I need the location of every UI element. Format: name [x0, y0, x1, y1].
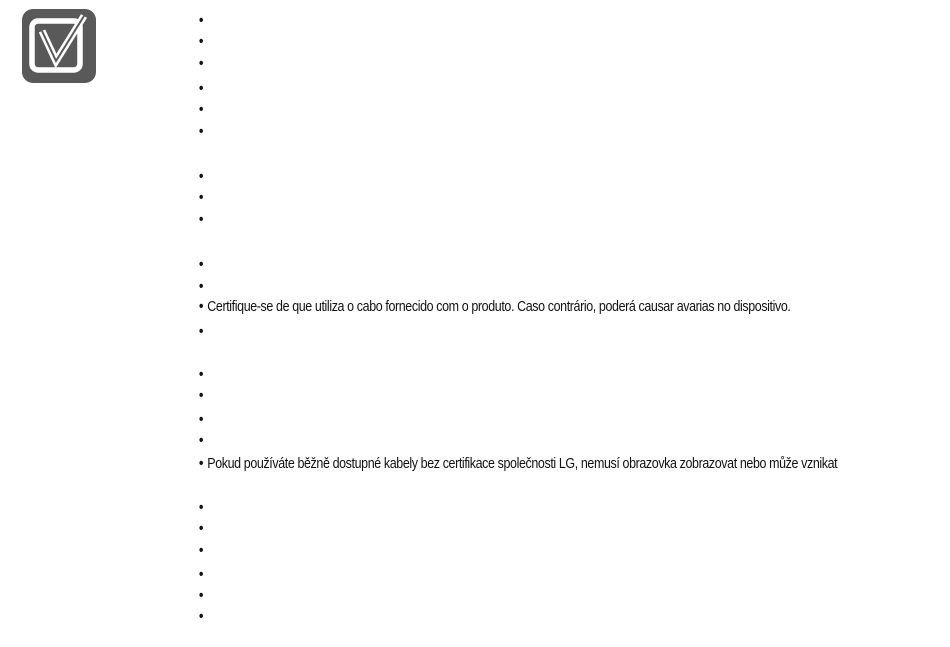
bullet-marker: • — [199, 500, 203, 516]
checkbox-check-icon — [22, 9, 96, 83]
bullet-text: Certifique-se de que utiliza o cabo fornecido com o produto. Caso contrário, poderá causar avarias no dispositivo. — [207, 299, 791, 315]
bullet-marker: • — [199, 124, 203, 140]
bullet-item-empty — [199, 189, 207, 207]
bullet-marker: • — [199, 388, 203, 404]
bullet-item-empty — [199, 55, 207, 73]
bullet-item — [199, 298, 790, 316]
bullet-item-empty — [199, 323, 207, 341]
bullet-item-empty — [199, 432, 207, 450]
bullet-marker: • — [199, 13, 203, 29]
bullet-marker: • — [199, 34, 203, 50]
bullet-item-empty — [199, 278, 207, 296]
bullet-marker: • — [199, 190, 203, 206]
bullet-marker: • — [199, 169, 203, 185]
bullet-item-empty — [199, 411, 207, 429]
bullet-marker: • — [199, 588, 203, 604]
bullet-item-empty — [199, 587, 207, 605]
bullet-item-empty — [199, 387, 207, 405]
bullet-marker: • — [199, 299, 203, 315]
bullet-item-empty — [199, 211, 207, 229]
bullet-item-empty — [199, 542, 207, 560]
bullet-marker: • — [199, 279, 203, 295]
bullet-item-empty — [199, 520, 207, 538]
bullet-item-empty — [199, 101, 207, 119]
bullet-item-empty — [199, 566, 207, 584]
bullet-item — [199, 455, 837, 473]
bullet-marker: • — [199, 567, 203, 583]
bullet-marker: • — [199, 102, 203, 118]
bullet-marker: • — [199, 543, 203, 559]
bullet-item-empty — [199, 33, 207, 51]
bullet-marker: • — [199, 521, 203, 537]
bullet-item-empty — [199, 499, 207, 517]
bullet-marker: • — [199, 257, 203, 273]
bullet-item-empty — [199, 608, 207, 626]
bullet-item-empty — [199, 123, 207, 141]
bullet-marker: • — [199, 212, 203, 228]
bullet-item-empty — [199, 12, 207, 30]
bullet-marker: • — [199, 412, 203, 428]
bullet-marker: • — [199, 609, 203, 625]
bullet-marker: • — [199, 367, 203, 383]
bullet-marker: • — [199, 456, 203, 472]
bullet-item-empty — [199, 256, 207, 274]
bullet-marker: • — [199, 56, 203, 72]
bullet-item-empty — [199, 366, 207, 384]
bullet-marker: • — [199, 433, 203, 449]
bullet-item-empty — [199, 168, 207, 186]
bullet-item-empty — [199, 80, 207, 98]
bullet-marker: • — [199, 81, 203, 97]
bullet-text: Pokud používáte běžně dostupné kabely bez certifikace společnosti LG, nemusí obrazovka zobrazovat nebo může vznikat — [207, 456, 838, 472]
bullet-marker: • — [199, 324, 203, 340]
